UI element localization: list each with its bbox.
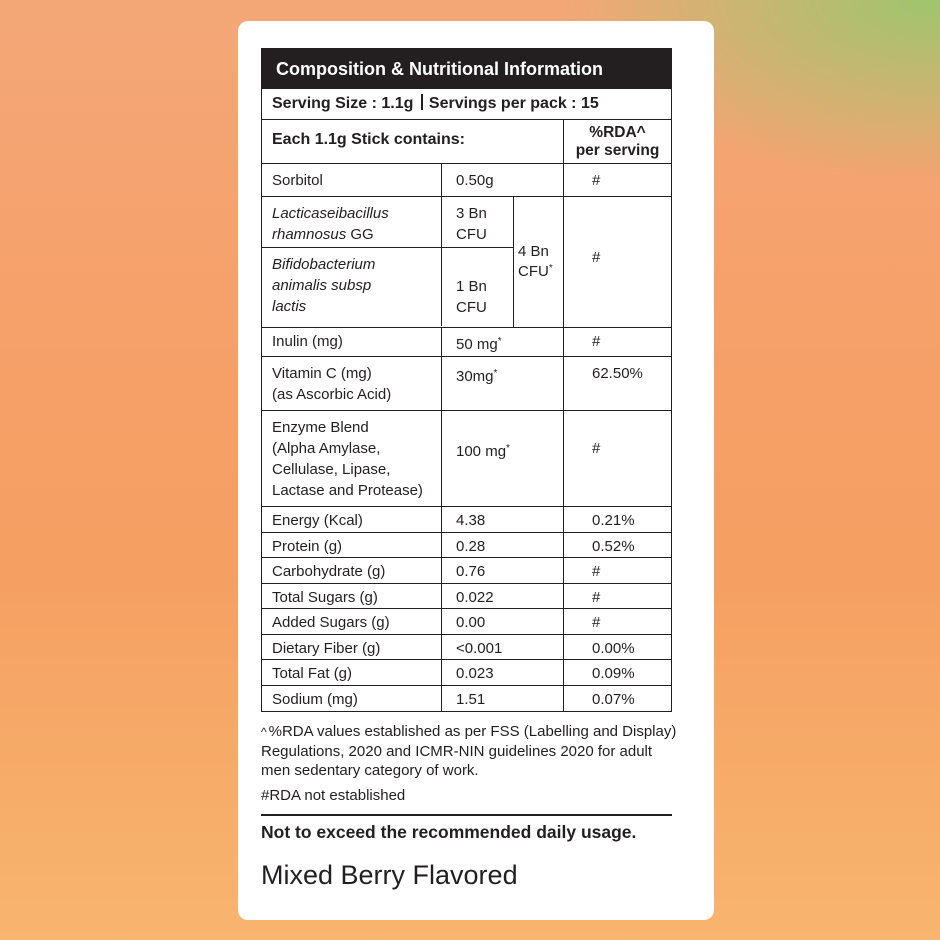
total-unit: CFU (518, 263, 549, 280)
header-rda (564, 120, 671, 163)
flavor-name: Mixed Berry Flavored (261, 860, 518, 890)
strain-name (262, 197, 442, 247)
strain-value-line: CFU (456, 226, 487, 243)
row-rda: 62.50% (592, 365, 643, 382)
nutrition-table (261, 48, 672, 712)
row-name (262, 411, 442, 506)
table-row (262, 357, 671, 411)
row-value: 4.38 (442, 507, 564, 532)
asterisk: * (506, 443, 510, 454)
rda-note-text: %RDA values established as per FSS (Labelling and Display) Regulations, 2020 and ICMR-NIN guidelines 2020 for adult men sedentary category of work. (261, 723, 677, 779)
row-name: Sodium (mg) (262, 686, 442, 712)
row-name: Energy (Kcal) (262, 507, 442, 532)
table-row (262, 686, 671, 712)
table-header-row (262, 120, 671, 164)
table-row (262, 635, 671, 661)
row-rda: 0.52% (592, 537, 635, 555)
row-rda: 0.07% (592, 690, 635, 708)
table-title: Composition & Nutritional Information (262, 49, 671, 89)
strain-line: lactis (272, 298, 307, 315)
strain-value (442, 248, 513, 326)
asterisk: * (493, 368, 498, 379)
table-row (262, 328, 671, 357)
probiotic-block (262, 197, 671, 328)
serving-size: Serving Size : 1.1g (272, 95, 414, 112)
row-rda: # (592, 440, 601, 457)
asterisk: * (548, 263, 553, 274)
header-rda-line2: per serving (575, 142, 660, 159)
hash-footnote: #RDA not established (261, 787, 406, 804)
strain-value (442, 197, 513, 247)
row-value: 0.28 (442, 533, 564, 558)
strain-value-line: CFU (456, 299, 487, 316)
serving-separator (421, 94, 423, 110)
name-line: Enzyme Blend (272, 419, 369, 436)
row-value (442, 328, 564, 356)
table-row (262, 411, 671, 507)
row-name: Sorbitol (262, 164, 442, 196)
table-row (262, 584, 671, 610)
row-rda: # (592, 588, 601, 606)
probiotic-total (514, 197, 564, 327)
caret-symbol: ^ (261, 725, 267, 739)
rda-footnote (261, 722, 681, 780)
row-rda: # (592, 172, 601, 189)
name-line: Lactase and Protease) (272, 482, 423, 499)
table-row (262, 609, 671, 635)
row-name: Carbohydrate (g) (262, 558, 442, 583)
row-name: Inulin (mg) (262, 328, 442, 356)
strain-line: Lacticaseibacillus (272, 205, 389, 222)
row-name: Total Sugars (g) (262, 584, 442, 609)
serving-info (262, 89, 671, 120)
strain-line (272, 224, 441, 245)
row-rda: # (592, 563, 601, 580)
asterisk: * (497, 336, 502, 347)
row-rda: 0.21% (592, 512, 635, 529)
divider (261, 814, 672, 816)
row-rda: 0.09% (592, 665, 635, 682)
probiotic-strain-row (262, 248, 513, 326)
row-name: Dietary Fiber (g) (262, 635, 442, 660)
row-value: 0.50g (442, 164, 564, 196)
strain-value-line: 1 Bn (456, 278, 487, 295)
name-line: (as Ascorbic Acid) (272, 386, 392, 403)
total-line (518, 260, 563, 280)
name-line: Vitamin C (mg) (272, 365, 372, 382)
value-text: 100 mg (456, 443, 507, 460)
row-name: Added Sugars (g) (262, 609, 442, 634)
strain-suffix: GG (346, 226, 374, 243)
strain-value-line: 3 Bn (456, 205, 487, 222)
row-rda: # (592, 614, 601, 631)
row-value (442, 357, 564, 410)
servings-per-pack: Servings per pack : 15 (428, 95, 599, 112)
row-value: 1.51 (442, 686, 564, 712)
row-name: Total Fat (g) (262, 660, 442, 685)
probiotic-strain-row (262, 197, 513, 248)
row-value: 0.00 (442, 609, 564, 634)
row-value: <0.001 (442, 635, 564, 660)
row-value: 0.022 (442, 584, 564, 609)
row-rda: # (592, 333, 601, 350)
table-row (262, 164, 671, 197)
table-row (262, 660, 671, 686)
table-row (262, 533, 671, 559)
name-line: (Alpha Amylase, (272, 440, 381, 457)
usage-warning: Not to exceed the recommended daily usage. (261, 822, 637, 842)
table-row (262, 507, 671, 533)
value-text: 30mg (456, 368, 494, 385)
header-rda-line1: %RDA^ (589, 124, 646, 141)
row-value (442, 411, 564, 506)
name-line: Cellulase, Lipase, (272, 461, 391, 478)
strain-name (262, 248, 442, 326)
table-row (262, 558, 671, 584)
probiotic-rda: # (592, 249, 601, 266)
value-text: 50 mg (456, 336, 498, 353)
strain-line: Bifidobacterium (272, 256, 376, 273)
total-line: 4 Bn (518, 243, 549, 260)
row-name: Protein (g) (262, 533, 442, 558)
row-name (262, 357, 442, 410)
row-value: 0.023 (442, 660, 564, 685)
header-each: Each 1.1g Stick contains: (262, 120, 564, 163)
strain-line: animalis subsp (272, 277, 372, 294)
footnotes (261, 722, 681, 805)
strain-species: rhamnosus (272, 226, 347, 243)
row-rda: 0.00% (592, 639, 635, 657)
row-value: 0.76 (442, 558, 564, 583)
